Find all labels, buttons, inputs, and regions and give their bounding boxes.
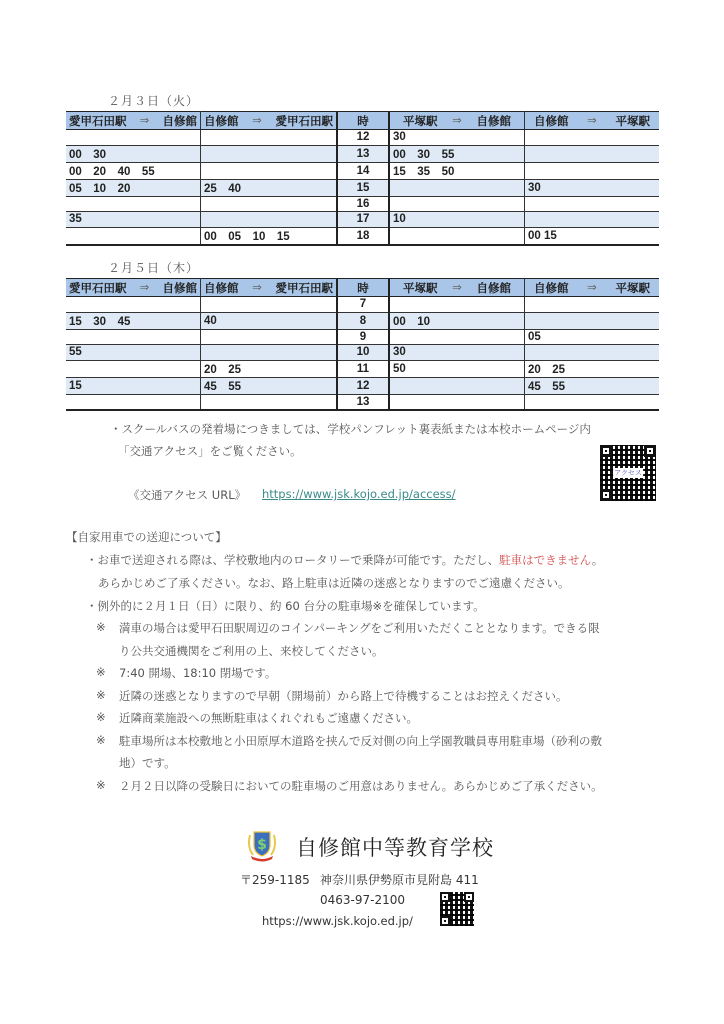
car-section-heading: 【自家用車での送迎について】	[66, 530, 227, 544]
table-row	[66, 212, 659, 228]
cell-school-to-aikou: 45 55	[201, 377, 338, 394]
header-aikou-to-school: 愛甲石田駅 ⇒ 自修館	[66, 279, 201, 297]
cell-hour: 11	[337, 360, 389, 377]
cell-aikou-to-school	[66, 329, 201, 345]
cell-aikou-to-school: 55	[66, 345, 201, 361]
qr-finder-icon	[600, 489, 612, 501]
note-mark: ※	[96, 777, 106, 792]
header-hiratsuka-to-school: 平塚駅 ⇒ 自修館	[389, 279, 525, 297]
cell-school-to-aikou	[201, 329, 338, 345]
cell-hiratsuka-to-school: 15 35 50	[389, 162, 525, 179]
cell-hiratsuka-to-school	[389, 179, 525, 196]
cell-hour: 12	[337, 377, 389, 394]
note-mark: ※	[96, 665, 106, 679]
header-hiratsuka-to-school: 平塚駅 ⇒ 自修館	[389, 112, 525, 130]
cell-aikou-to-school: 15	[66, 377, 201, 394]
table-row	[66, 312, 659, 329]
cell-aikou-to-school	[66, 394, 201, 410]
cell-aikou-to-school	[66, 130, 201, 146]
cell-hiratsuka-to-school	[389, 196, 525, 212]
cell-hiratsuka-to-school	[389, 227, 525, 245]
school-address: 神奈川県伊勢原市見附島 411	[320, 873, 479, 887]
note-mark: ※	[96, 732, 106, 747]
cell-aikou-to-school	[66, 360, 201, 377]
bus-stop-note-line2: 「交通アクセス」をご覧ください。	[118, 444, 302, 458]
cell-school-to-aikou	[201, 297, 338, 313]
school-name: 自修館中等教育学校	[296, 836, 494, 860]
cell-hiratsuka-to-school: 30	[389, 345, 525, 361]
cell-school-to-aikou	[201, 394, 338, 410]
svg-text:$: $	[257, 837, 267, 853]
cell-school-to-hiratsuka: 45 55	[525, 377, 660, 394]
cell-aikou-to-school	[66, 297, 201, 313]
cell-school-to-hiratsuka: 05	[525, 329, 660, 345]
cell-school-to-hiratsuka: 00 15	[525, 227, 660, 245]
cell-hour: 8	[337, 312, 389, 329]
access-qr-code[interactable]	[600, 445, 656, 501]
table-row	[66, 360, 659, 377]
cell-hiratsuka-to-school	[389, 329, 525, 345]
cell-school-to-hiratsuka	[525, 145, 660, 162]
cell-aikou-to-school	[66, 227, 201, 245]
cell-hour: 9	[337, 329, 389, 345]
cell-hiratsuka-to-school	[389, 394, 525, 410]
cell-aikou-to-school: 35	[66, 212, 201, 228]
cell-school-to-hiratsuka: 30	[525, 179, 660, 196]
car-bullet-1: ・お車で送迎される際は、学校敷地内のロータリーで乗降が可能です。ただし、駐車はできません。	[86, 553, 604, 567]
cell-hour: 10	[337, 345, 389, 361]
header-hour: 時	[337, 112, 389, 130]
schedule-1-date: ２月３日（火）	[108, 94, 200, 108]
table-row	[66, 162, 659, 179]
school-phone: 0463-97-2100	[320, 893, 406, 907]
cell-aikou-to-school: 15 30 45	[66, 312, 201, 329]
cell-school-to-hiratsuka	[525, 394, 660, 410]
cell-school-to-aikou	[201, 130, 338, 146]
table-row	[66, 329, 659, 345]
note-mark: ※	[96, 620, 106, 634]
header-school-to-hiratsuka: 自修館 ⇒ 平塚駅	[525, 112, 660, 130]
cell-school-to-hiratsuka	[525, 196, 660, 212]
parking-note-text: 7:40 開場、18:10 閉場です。	[119, 666, 277, 680]
parking-note-text: 近隣の迷惑となりますので早朝（開場前）から路上で待機することはお控えください。	[119, 688, 568, 703]
cell-school-to-aikou: 20 25	[201, 360, 338, 377]
cell-hour: 16	[337, 196, 389, 212]
cell-school-to-aikou	[201, 212, 338, 228]
qr-finder-icon	[440, 892, 450, 902]
parking-note-text: 近隣商業施設への無断駐車はくれぐれもご遠慮ください。	[119, 711, 418, 725]
cell-hour: 13	[337, 145, 389, 162]
bus-timetable-feb3	[66, 111, 659, 246]
cell-school-to-aikou	[201, 162, 338, 179]
table-row	[66, 196, 659, 212]
parking-note-text: 満車の場合は愛甲石田駅周辺のコインパーキングをご利用いただくこととなります。できる限	[119, 621, 600, 635]
qr-finder-icon	[440, 916, 450, 926]
school-website-qr-code[interactable]	[440, 892, 474, 926]
cell-hiratsuka-to-school	[389, 297, 525, 313]
cell-hour: 7	[337, 297, 389, 313]
table-header-row	[66, 112, 659, 130]
cell-hour: 17	[337, 212, 389, 228]
qr-finder-icon	[644, 445, 656, 457]
qr-access-label: アクセス	[614, 469, 642, 477]
cell-school-to-aikou	[201, 196, 338, 212]
cell-school-to-hiratsuka	[525, 345, 660, 361]
cell-school-to-hiratsuka	[525, 297, 660, 313]
qr-finder-icon	[464, 892, 474, 902]
access-url-link[interactable]: https://www.jsk.kojo.ed.jp/access/	[262, 487, 456, 501]
cell-school-to-aikou	[201, 145, 338, 162]
cell-school-to-hiratsuka	[525, 212, 660, 228]
schedule-2-date: ２月５日（木）	[108, 261, 200, 275]
access-url-label: 《交通アクセス URL》	[128, 488, 247, 502]
table-header-row	[66, 279, 659, 297]
school-emblem-icon	[247, 829, 277, 863]
school-website[interactable]: https://www.jsk.kojo.ed.jp/	[262, 914, 413, 928]
note-mark: ※	[96, 710, 106, 724]
cell-hour: 12	[337, 130, 389, 146]
cell-school-to-hiratsuka	[525, 312, 660, 329]
bus-stop-note: ・スクールバスの発着場につきましては、学校パンフレット裏表紙または本校ホームページ内	[110, 422, 591, 436]
cell-hour: 18	[337, 227, 389, 245]
bus-timetable-feb5	[66, 278, 659, 411]
table-row	[66, 227, 659, 245]
parking-note-text: ２月２日以降の受験日においての駐車場のご用意はありません。あらかじめご了承ください。	[119, 778, 603, 793]
header-school-to-aikou: 自修館 ⇒ 愛甲石田駅	[201, 279, 338, 297]
cell-hiratsuka-to-school: 50	[389, 360, 525, 377]
header-school-to-aikou: 自修館 ⇒ 愛甲石田駅	[201, 112, 338, 130]
table-row	[66, 377, 659, 394]
cell-aikou-to-school: 00 30	[66, 145, 201, 162]
cell-school-to-aikou: 25 40	[201, 179, 338, 196]
cell-aikou-to-school	[66, 196, 201, 212]
cell-hiratsuka-to-school: 30	[389, 130, 525, 146]
table-row	[66, 297, 659, 313]
cell-hiratsuka-to-school: 10	[389, 212, 525, 228]
cell-school-to-hiratsuka: 20 25	[525, 360, 660, 377]
table-row	[66, 345, 659, 361]
cell-school-to-aikou: 00 05 10 15	[201, 227, 338, 245]
cell-hour: 13	[337, 394, 389, 410]
no-parking-warning: 駐車はできません	[499, 553, 592, 567]
table-row	[66, 145, 659, 162]
qr-finder-icon	[600, 445, 612, 457]
header-aikou-to-school: 愛甲石田駅 ⇒ 自修館	[66, 112, 201, 130]
cell-hour: 15	[337, 179, 389, 196]
cell-school-to-hiratsuka	[525, 162, 660, 179]
table-row	[66, 179, 659, 196]
cell-hour: 14	[337, 162, 389, 179]
cell-school-to-hiratsuka	[525, 130, 660, 146]
cell-aikou-to-school: 05 10 20	[66, 179, 201, 196]
parking-note-text: 地）です。	[119, 756, 176, 770]
cell-aikou-to-school: 00 20 40 55	[66, 162, 201, 179]
header-school-to-hiratsuka: 自修館 ⇒ 平塚駅	[525, 279, 660, 297]
parking-note-text: り公共交通機関をご利用の上、来校してください。	[119, 643, 384, 658]
header-hour: 時	[337, 279, 389, 297]
cell-hiratsuka-to-school: 00 10	[389, 312, 525, 329]
car-bullet-1-line2: あらかじめご了承ください。なお、路上駐車は近隣の迷惑となりますのでご遠慮ください。	[98, 576, 570, 590]
postal-code: 〒259-1185	[240, 873, 310, 887]
cell-hiratsuka-to-school: 00 30 55	[389, 145, 525, 162]
parking-note-text: 駐車場所は本校敷地と小田原厚木道路を挟んで反対側の向上学園教職員専用駐車場（砂利の敷	[119, 733, 602, 748]
table-row	[66, 394, 659, 410]
cell-school-to-aikou: 40	[201, 312, 338, 329]
note-mark: ※	[96, 687, 106, 702]
table-row	[66, 130, 659, 146]
cell-hiratsuka-to-school	[389, 377, 525, 394]
car-bullet-2: ・例外的に２月１日（日）に限り、約 60 台分の駐車場※を確保しています。	[86, 599, 485, 613]
cell-school-to-aikou	[201, 345, 338, 361]
